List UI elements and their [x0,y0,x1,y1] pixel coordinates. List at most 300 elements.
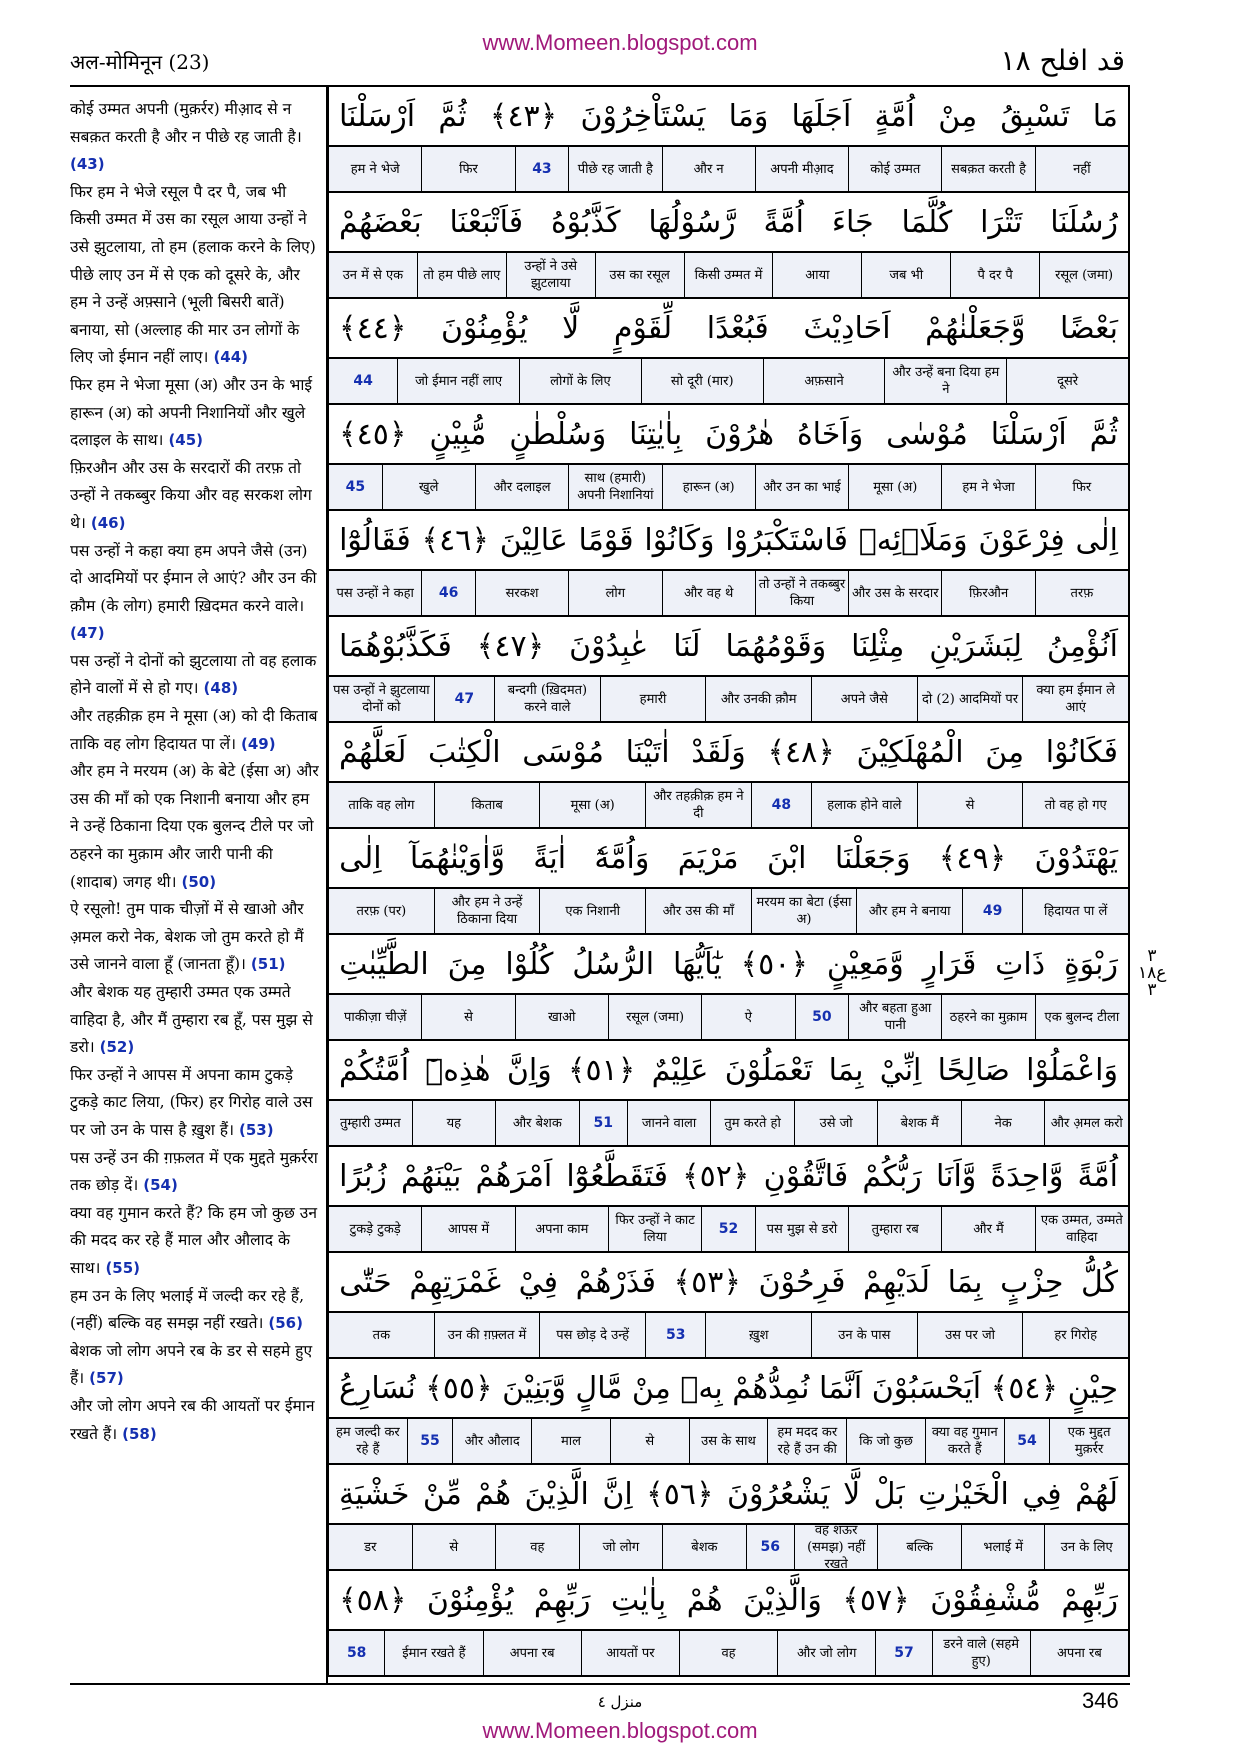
gloss-cell: एक निशानी [539,889,645,933]
translation-text: फ़िरऔन और उस के सरदारों की तरफ़ तो उन्हों ने तकब्बुर किया और वह सरकश लोग थे। [70,458,312,532]
arabic-line [327,1253,1130,1311]
gloss-cell: और उस की माँ [645,889,751,933]
arabic-word: حِيْنٍ [1067,1370,1118,1406]
arabic-word: بَلْ [873,1476,905,1512]
gloss-cell: तरफ़ (पर) [356,903,407,919]
surah-title: अल-मोमिनून (23) [70,50,210,74]
arabic-word: فَكَذَّبُوْهُمَا [339,628,452,664]
gloss-cell: फिर [421,147,514,191]
arabic-word: وَالَّذِيْنَ [742,1582,822,1618]
arabic-word: ﴿٥٨﴾ [339,1582,407,1618]
gloss-cell: उस के साथ [689,1419,768,1463]
arabic-word: اَنَّمَا [819,1370,863,1406]
arabic-word: قَوْمًا [578,522,634,558]
gloss-cell: और उनकी क़ौम [705,677,811,721]
arabic-word: ﴿٥٠﴾ [740,946,808,982]
gloss-cell: ऐ [701,995,794,1039]
gloss-cell: अफ़साने [763,359,885,403]
translation-paragraph [70,1283,320,1338]
gloss-cell: जो लोग [579,1525,663,1569]
gloss-cell: और तहक़ीक़ हम ने दी [645,783,751,827]
arabic-word: هٰذِهٖٓ [425,1052,491,1088]
gloss-cell: डर [364,1539,377,1555]
arabic-word: اَرْسَلْنَا [339,98,416,134]
gloss-cell: हम ने भेजा [941,465,1034,509]
gloss-cell: उन में से एक [342,267,404,283]
gloss-cell: और अ़मल करो [1044,1101,1128,1145]
arabic-word: مِنْ [631,1370,671,1406]
gloss-cell: से [412,1525,496,1569]
arabic-word: فَاَتْبَعْنَا [449,204,524,240]
arabic-word: فَذَرْهُمْ [575,1264,656,1300]
blog-url-top[interactable]: www.Momeen.blogspot.com [482,30,758,55]
gloss-cell: जानने वाला [627,1101,711,1145]
arabic-word: يُؤْمِنُوْنَ [441,310,528,346]
gloss-cell: पस उन्हों ने कहा [336,585,414,601]
arabic-word: وَمَا [728,98,769,134]
arabic-word: رَبْوَةٍ [1063,946,1118,982]
translation-paragraph [70,758,320,896]
arabic-word: اُمَّةً [763,204,805,240]
gloss-row [327,145,1130,193]
arabic-word: فِيْ [518,1264,558,1300]
gloss-cell: फिर उन्हों ने काट लिया [608,1207,701,1251]
gloss-cell: उस का रसूल [595,253,684,297]
gloss-cell: मरयम का बेटा (ईसा अ) [751,889,857,933]
gloss-cell: और बहता हुआ पानी [848,995,941,1039]
arabic-word: لِّقَوْمٍ [613,310,673,346]
arabic-word: رُسُلَنَا [1050,204,1118,240]
arabic-word: تَعْمَلُوْنَ [724,1052,813,1088]
gloss-cell: पस मुझ से डरो [755,1207,848,1251]
arabic-word: يَشْعُرُوْنَ [726,1476,830,1512]
gloss-cell: अपना रब [1030,1631,1128,1675]
gloss-cell: टुकड़े टुकड़े [349,1221,401,1237]
arabic-word: هٰرُوْنَ [705,416,775,452]
translation-text: ऐ रसूलो! तुम पाक चीज़ों में से खाओ और अ़मल करो नेक, बेशक जो तुम करते हो मैं उसे जानने वाला हूँ (जानता हूँ)। [70,900,304,974]
verse-number: (44) [213,348,249,367]
translation-text: फिर हम ने भेजे रसूल पै दर पै, जब भी किसी उम्मत में उस का रसूल आया उन्हों ने उसे झुटलाया, तो हम (हलाक करने के लिए) पीछे लाए उन में से एक को दूसरे के, और हम ने उन्हें अफ़्साने (भूली बिसरी बातें) बनाया, सो (अल्लाह की मार उन लोगों के लिए जो ईमान नहीं लाए। [70,182,316,367]
arabic-word: فِرْعَوْنَ [978,522,1065,558]
arabic-word: فَتَقَطَّعُوْٓا [566,1158,668,1194]
gloss-cell: और उस के सरदार [848,571,941,615]
translation-paragraph [70,979,320,1062]
arabic-word: وَكَانُوْا [644,522,715,558]
gloss-verse-number: 48 [751,783,811,827]
gloss-cell: आयतों पर [581,1631,679,1675]
arabic-word: ﴿٥٥﴾ [425,1370,493,1406]
arabic-word: ﴿٥٤﴾ [990,1370,1059,1406]
translation-paragraph [70,179,320,372]
arabic-word: ﴿٤٣﴾ [489,98,558,134]
arabic-word: بِاٰيٰتِ [610,1582,667,1618]
translation-text: और तहक़ीक़ हम ने मूसा (अ) को दी किताब ताकि वह लोग हिदायत पा लें। [70,707,318,753]
arabic-word: فَكَانُوْا [1045,734,1118,770]
gloss-cell: मूसा (अ) [848,465,941,509]
arabic-word: نُمِدُّهُمْ [732,1370,810,1406]
gloss-cell: रसूल (जमा) [1039,253,1128,297]
translation-text: कोई उम्मत अपनी (मुक़र्रर) मीआ़द से न सबक़त करती है और न पीछे रह जाती है। [70,100,302,146]
arabic-word: عٰبِدُوْنَ [569,628,649,664]
translation-paragraph [70,1393,320,1448]
arabic-word: لَّا [843,1476,861,1512]
arabic-word: اَجَلَهَا [791,98,852,134]
translation-paragraph [70,1338,320,1393]
gloss-cell: और हम ने उन्हें ठिकाना दिया [434,889,540,933]
translation-paragraph [70,455,320,538]
gloss-cell: कोई उम्मत [848,147,941,191]
gloss-cell: साथ (हमारी) अपनी निशानियां [568,465,661,509]
verse-number: (50) [181,872,217,891]
gloss-cell: नहीं [1035,147,1128,191]
gloss-cell: ताकि वह लोग [348,797,415,813]
gloss-cell: और जो लोग [777,1631,875,1675]
verse-number: (47) [70,624,105,643]
gloss-row [327,675,1130,723]
arabic-word: تَسْبِقُ [1000,98,1070,134]
arabic-word: اٰيَةً [533,840,567,876]
arabic-word: اَنُؤْمِنُ [1046,628,1118,664]
arabic-line [327,193,1130,251]
arabic-word: اِلٰى [339,840,382,876]
translation-paragraph [70,538,320,648]
translation-text: फिर उन्हों ने आपस में अपना काम टुकड़े टुकड़े काट लिया, (फिर) हर गिरोह वाले उस पर जो उन के पास है ख़ुश हैं। [70,1065,313,1139]
gloss-cell: अपना रब [483,1631,581,1675]
gloss-verse-number: 55 [407,1419,453,1463]
arabic-word: اِلٰى [1075,522,1118,558]
gloss-cell: कि जो कुछ [846,1419,925,1463]
arabic-word: بَعْضَهُمْ [339,204,422,240]
arabic-word: ﴿٤٦﴾ [421,522,489,558]
arabic-word: مُّبِيْنٍ [429,416,487,452]
gloss-cell: तुम्हारी उम्मत [339,1115,401,1131]
gloss-cell: हारून (अ) [662,465,755,509]
arabic-word: قَرَارٍ [922,946,977,982]
arabic-word: مَرْيَمَ [677,840,739,876]
gloss-cell: तो हम पीछे लाए [417,253,506,297]
arabic-word: كُلُّ [1080,1264,1118,1300]
arabic-word: وَّاٰوَيْنٰهُمَآ [409,840,505,876]
gloss-row [327,887,1130,935]
arabic-word: لَدَيْهِمْ [863,1264,931,1300]
arabic-word: اُمَّةٍ [874,98,916,134]
gloss-cell: ठहरने का मुक़ाम [941,995,1034,1039]
gloss-cell: बेशक [662,1525,746,1569]
arabic-word: وَلَقَدْ [691,734,746,770]
juz-title: قد افلح ١٨ [1000,44,1125,77]
gloss-cell: हर गिरोह [1022,1313,1128,1357]
gloss-verse-number: 46 [421,571,475,615]
arabic-word: حِزْبٍ [1000,1264,1064,1300]
arabic-word: ثُمَّ [438,98,467,134]
verse-number: (51) [250,955,286,974]
arabic-word: ابْنَ [766,840,807,876]
arabic-line [327,87,1130,145]
translation-text: फिर हम ने भेजा मूसा (अ) और उन के भाई हारून (अ) को अपनी निशानियों और खुले दलाइल के साथ। [70,375,313,450]
arabic-word: وَاُمَّهٗٓ [594,840,650,876]
verse-number: (43) [70,155,105,174]
gloss-row [327,1099,1130,1147]
arabic-word: لَعَلَّهُمْ [339,734,407,770]
gloss-cell: क्या हम ईमान ले आएं [1022,677,1128,721]
arabic-word: اُمَّةً [1077,1158,1118,1194]
gloss-cell: लोगों के लिए [519,359,641,403]
translation-paragraph [70,896,320,979]
arabic-word: الْخَيْرٰتِ [918,1476,1009,1512]
arabic-word: اُمَّتُكُمْ [339,1052,410,1088]
arabic-word: فَاسْتَكْبَرُوْا [725,522,848,558]
gloss-row [327,1417,1130,1465]
arabic-word: ﴿٤٤﴾ [339,310,407,346]
gloss-cell: पस छोड़ दे उन्हें [539,1313,645,1357]
gloss-cell: क्या वह गुमान करते हैं [925,1419,1004,1463]
arabic-word: مُوْسَى [522,734,604,770]
arabic-word: خَشْيَةِ [339,1476,410,1512]
arabic-word: وَقَوْمُهُمَا [725,628,827,664]
gloss-cell: उस पर जो [917,1313,1023,1357]
arabic-word: مُوْسٰى [886,416,968,452]
gloss-cell: दूसरे [1006,359,1128,403]
gloss-cell: और मैं [941,1207,1034,1251]
gloss-cell: और उन का भाई [755,465,848,509]
arabic-word: هُمْ [686,1582,723,1618]
gloss-cell: और उन्हें बना दिया हम ने [884,359,1006,403]
gloss-cell: और न [662,147,755,191]
arabic-word: تَتْرَا [980,204,1023,240]
gloss-cell: उसे जो [794,1101,878,1145]
gloss-row [327,251,1130,299]
gloss-cell: एक बुलन्द टीला [1035,995,1128,1039]
gloss-cell: भलाई में [961,1525,1045,1569]
gloss-row [327,357,1130,405]
gloss-verse-number: 47 [434,677,494,721]
gloss-verse-number: 52 [701,1207,755,1251]
gloss-cell: जब भी [861,253,950,297]
gloss-cell: तो उन्हों ने तकब्बुर किया [755,571,848,615]
gloss-cell: वह [679,1631,777,1675]
gloss-cell: पाकीज़ा चीज़ें [343,1009,407,1025]
gloss-cell: खुले [382,465,475,509]
arabic-line [327,511,1130,569]
gloss-cell: से [610,1419,689,1463]
arabic-word: وَّاحِدَةً [990,1158,1064,1194]
gloss-verse-number: 49 [962,889,1022,933]
arabic-word: فَاتَّقُوْنِ [763,1158,849,1194]
gloss-cell: रसूल (जमा) [608,995,701,1039]
gloss-row [327,1523,1130,1571]
arabic-word: يَسْتَاْخِرُوْنَ [580,98,706,134]
verse-number: (46) [90,513,126,532]
gloss-cell: पस उन्हों ने झुटलाया दोनों को [333,683,430,715]
arabic-word: فِي [1022,1476,1062,1512]
gloss-cell: सरकश [475,571,568,615]
gloss-verse-number: 45 [345,478,366,495]
arabic-word: رَبِّهِمْ [533,1582,591,1618]
arabic-word: هُمْ [475,1476,512,1512]
arabic-word: الَّذِيْنَ [524,1476,589,1512]
gloss-cell: अपनी मीआ़द [755,147,848,191]
gloss-cell: ख़ुश [705,1313,811,1357]
gloss-row [327,1311,1130,1359]
gloss-cell: हलाक होने वाले [811,783,917,827]
gloss-verse-number: 50 [795,995,849,1039]
arabic-word: لَهُمْ [1075,1476,1118,1512]
arabic-word: جَاءَ [831,204,874,240]
gloss-cell: अपना काम [515,1207,608,1251]
translation-text: पस उन्हों ने कहा क्या हम अपने जैसे (उन) दो आदमियों पर ईमान ले आएं? और उन की क़ौम (के लोग) हमारी ख़िदमत करने वाले। [70,541,317,615]
gloss-cell: और औलाद [452,1419,531,1463]
arabic-word: بِمَا [828,1052,864,1088]
arabic-word: بَعْضًا [1060,310,1118,346]
ruku-marker: ٣ ع١٨ ٣ [1138,946,1167,1000]
gloss-cell: तुम करते हो [710,1101,794,1145]
arabic-word: ﴿٥٣﴾ [673,1264,741,1300]
arabic-word: حَتّٰى [339,1264,392,1300]
arabic-word: وَجَعَلْنَا [834,840,911,876]
translation-text: पस उन्हों ने दोनों को झुटलाया तो वह हलाक होने वालों में से हो गए। [70,651,317,698]
arabic-word: مِثْلِنَا [851,628,905,664]
blog-url-bottom[interactable]: www.Momeen.blogspot.com [482,1718,758,1743]
gloss-cell: मूसा (अ) [539,783,645,827]
arabic-line [327,405,1130,463]
gloss-cell: सो दूरी (मार) [641,359,763,403]
arabic-word: الرُّسُلُ [572,946,655,982]
arabic-word: مِنَ [985,734,1025,770]
arabic-word: ﴿٥٢﴾ [682,1158,750,1194]
gloss-cell: डरने वाले (सहमे हुए) [932,1631,1030,1675]
gloss-cell: किताब [434,783,540,827]
gloss-cell: पै दर पै [950,253,1039,297]
verse-number: (48) [203,679,239,698]
arabic-word: ذَاتِ [995,946,1046,982]
gloss-cell: बेशक मैं [877,1101,961,1145]
arabic-word: اَيَحْسَبُوْنَ [871,1370,982,1406]
gloss-cell: हम ने भेजे [350,161,400,177]
translation-text: पस उन्हें उन की ग़फ़लत में एक मुद्दते मुक़र्ररा तक छोड़ दें। [70,1148,318,1195]
arabic-word: وَاعْمَلُوْا [1026,1052,1118,1088]
arabic-word: اَرْسَلْنَا [990,416,1067,452]
manzil-label: منزل ٤ [597,1693,643,1711]
translation-text: और जो लोग अपने रब की आयतों पर ईमान रखते हैं। [70,1396,315,1443]
gloss-cell: हम मदद कर रहे हैं उन की [767,1419,846,1463]
verse-number: (53) [238,1120,274,1139]
gloss-verse-number: 58 [346,1644,367,1661]
gloss-verse-number: 43 [515,147,569,191]
arabic-word: وَاِنَّ [506,1052,552,1088]
gloss-row [327,569,1130,617]
bottom-rule [70,1683,1130,1685]
verse-number: (56) [268,1314,303,1333]
gloss-cell: उन के लिए [1044,1525,1128,1569]
arabic-word: الْكِتٰبَ [428,734,501,770]
arabic-line [327,723,1130,781]
gloss-cell: जो ईमान नहीं लाए [397,359,519,403]
arabic-word: مُّشْفِقُوْنَ [930,1582,1041,1618]
arabic-word: اِنِّيْ [879,1052,922,1088]
arabic-word: فَبُعْدًا [706,310,769,346]
gloss-cell: तुम्हारा रब [848,1207,941,1251]
arabic-word: مَّالٍ [575,1370,623,1406]
gloss-row [327,993,1130,1041]
verse-number: (54) [143,1176,178,1195]
gloss-cell: माल [531,1419,610,1463]
arabic-word: وَّجَعَلْنٰهُمْ [925,310,1026,346]
arabic-word: ﴿٤٨﴾ [767,734,835,770]
gloss-cell: किसी उम्मत में [684,253,773,297]
gloss-cell: एक उम्मत, उम्मते वाहिदा [1035,1207,1128,1251]
arabic-word: وَمَلَا۟ئِهٖ [858,522,968,558]
gloss-cell: फिर [1035,465,1128,509]
gloss-cell: और बेशक [495,1101,579,1145]
arabic-word: غَمْرَتِهِمْ [409,1264,502,1300]
arabic-word: صَالِحًا [937,1052,1010,1088]
translation-text: क्या वह गुमान करते हैं? कि हम जो कुछ उन की मदद कर रहे हैं माल और औलाद के साथ। [70,1203,318,1277]
arabic-line [327,1359,1130,1417]
arabic-word: بَيْنَهُمْ [401,1158,462,1194]
arabic-line [327,299,1130,357]
gloss-verse-number: 44 [353,372,373,389]
arabic-word: مِّنْ [422,1476,462,1512]
arabic-word: مِنْ [938,98,978,134]
arabic-word: رَّسُوْلُهَا [648,204,736,240]
verse-number: (52) [99,1038,135,1057]
arabic-line [327,617,1130,675]
verse-number: (49) [241,734,276,753]
gloss-cell: तक [372,1327,391,1343]
gloss-cell: हम जल्दी कर रहे हैं [335,1425,400,1457]
translation-text: बेशक जो लोग अपने रब के डर से सहमे हुए हैं। [70,1341,313,1388]
translation-text: और बेशक यह तुम्हारी उम्मत एक उम्मते वाहिदा है, और मैं तुम्हारा रब हूँ, पस मुझ से डरो। [70,983,313,1057]
gloss-row [327,463,1130,511]
arabic-word: نُسَارِعُ [339,1370,416,1406]
translation-paragraph [70,648,320,703]
arabic-word: مَا [1092,98,1118,134]
arabic-word: مِنَ [447,946,487,982]
arabic-word: ﴿٥٦﴾ [646,1476,714,1512]
gloss-cell: बन्दगी (ख़िदमत) करने वाले [494,677,600,721]
arabic-word: اٰتَيْنَا [625,734,670,770]
gloss-cell: वह [495,1525,579,1569]
arabic-word: ﴿٥٧﴾ [842,1582,910,1618]
page-number: 346 [1082,1688,1119,1713]
arabic-word: يٰٓاَيُّهَا [672,946,722,982]
gloss-cell: उन्हों ने उसे झुटलाया [506,253,595,297]
arabic-word: كُلَّمَا [901,204,953,240]
arabic-word: لِبَشَرَيْنِ [929,628,1022,664]
word-by-word-grid [327,87,1130,1677]
arabic-word: فَقَالُوْٓا [339,522,411,558]
gloss-cell: से [421,995,514,1039]
gloss-cell: से [917,783,1023,827]
translation-paragraph [70,1145,320,1200]
verse-number: (57) [89,1369,124,1388]
gloss-cell: यह [412,1101,496,1145]
arabic-line [327,1465,1130,1523]
arabic-word: الطَّيِّبٰتِ [339,946,429,982]
arabic-word: ثُمَّ [1089,416,1118,452]
gloss-cell: फ़िरऔन [941,571,1034,615]
arabic-word: يُؤْمِنُوْنَ [426,1582,514,1618]
gloss-cell: दो (2) आदमियों पर [917,677,1023,721]
gloss-cell: आया [772,253,861,297]
arabic-word: زُبُرًا [339,1158,387,1194]
gloss-cell: और दलाइल [475,465,568,509]
arabic-line [327,935,1130,993]
gloss-cell: पीछे रह जाती है [568,147,661,191]
arabic-word: فَرِحُوْنَ [758,1264,846,1300]
gloss-cell: बल्कि [877,1525,961,1569]
gloss-row [327,1629,1130,1677]
